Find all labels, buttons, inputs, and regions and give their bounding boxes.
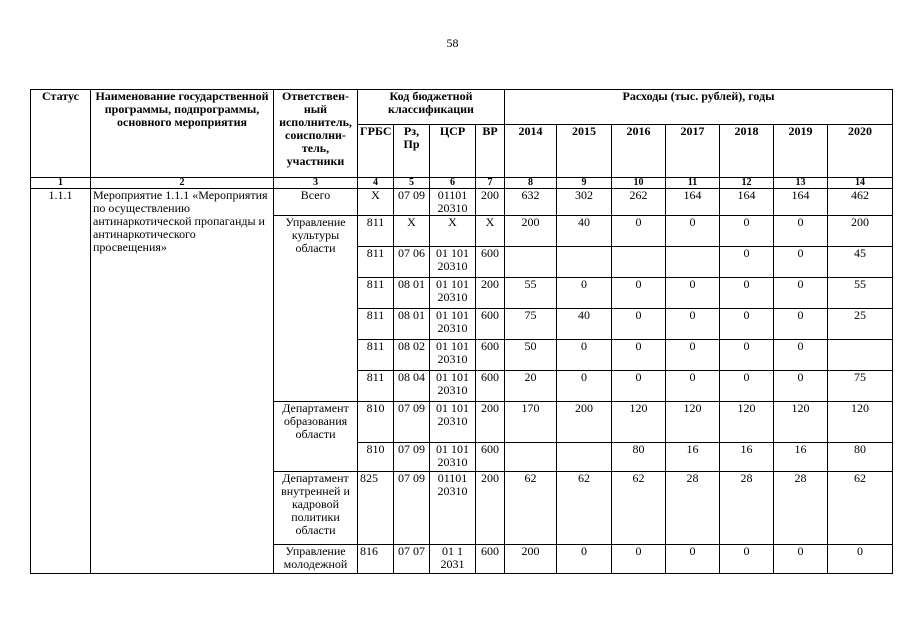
cell-csr: 01 101 20310	[430, 278, 476, 309]
cell-year	[666, 247, 720, 278]
cell-year: 0	[774, 247, 828, 278]
cell-csr: 01 101 20310	[430, 247, 476, 278]
cell-year: 62	[505, 472, 557, 545]
cell-year: 164	[666, 189, 720, 216]
column-number: 11	[666, 178, 720, 189]
column-number: 2	[91, 178, 274, 189]
cell-year: 0	[557, 371, 612, 402]
cell-year: 75	[828, 371, 893, 402]
cell-year: 80	[828, 443, 893, 472]
cell-year: 0	[612, 278, 666, 309]
cell-vr: 200	[476, 472, 505, 545]
executor-education: Департамент образования области	[274, 402, 358, 472]
cell-grbs: X	[358, 189, 394, 216]
cell-grbs: 811	[358, 278, 394, 309]
cell-year: 0	[612, 309, 666, 340]
cell-year	[557, 443, 612, 472]
executor-total: Всего	[274, 189, 358, 216]
cell-grbs: 811	[358, 309, 394, 340]
executor-internal-policy: Департамент внутренней и кадровой политики области	[274, 472, 358, 545]
header-year: 2019	[774, 125, 828, 178]
table-row	[31, 189, 893, 216]
cell-year: 120	[720, 402, 774, 443]
cell-year: 0	[666, 371, 720, 402]
activity-name: Мероприятие 1.1.1 «Мероприятия по осуществлению антинаркотической пропаганды и антинаркотического просвещения»	[91, 189, 274, 574]
header-year: 2014	[505, 125, 557, 178]
cell-csr: 01 101 20310	[430, 402, 476, 443]
cell-year	[828, 340, 893, 371]
cell-rzpr: 07 07	[394, 545, 430, 574]
header-expenses: Расходы (тыс. рублей), годы	[505, 90, 893, 125]
cell-year: 0	[666, 545, 720, 574]
cell-year: 0	[828, 545, 893, 574]
cell-year: 0	[774, 309, 828, 340]
header-status: Статус	[31, 90, 91, 178]
cell-year: 0	[666, 278, 720, 309]
cell-rzpr: 07 09	[394, 443, 430, 472]
cell-year: 55	[828, 278, 893, 309]
column-number: 5	[394, 178, 430, 189]
cell-rzpr: 07 06	[394, 247, 430, 278]
cell-csr: 01101 20310	[430, 189, 476, 216]
cell-year: 0	[774, 278, 828, 309]
column-number: 8	[505, 178, 557, 189]
cell-year	[557, 247, 612, 278]
column-number: 1	[31, 178, 91, 189]
cell-vr: 200	[476, 402, 505, 443]
cell-rzpr: 07 09	[394, 472, 430, 545]
header-grbs: ГРБС	[358, 125, 394, 178]
column-number: 9	[557, 178, 612, 189]
header-year: 2016	[612, 125, 666, 178]
column-number: 14	[828, 178, 893, 189]
cell-vr: 600	[476, 443, 505, 472]
cell-year: 120	[774, 402, 828, 443]
header-budget-code: Код бюджетной классификации	[358, 90, 505, 125]
cell-year: 0	[720, 216, 774, 247]
cell-grbs: 825	[358, 472, 394, 545]
cell-year: 0	[557, 278, 612, 309]
header-year: 2018	[720, 125, 774, 178]
cell-year: 16	[720, 443, 774, 472]
page-number: 58	[446, 36, 459, 50]
cell-year: 0	[720, 545, 774, 574]
cell-year: 200	[828, 216, 893, 247]
cell-vr: 200	[476, 278, 505, 309]
header-rzpr: Рз, Пр	[394, 125, 430, 178]
column-number: 10	[612, 178, 666, 189]
cell-year: 0	[666, 216, 720, 247]
cell-year: 0	[612, 216, 666, 247]
cell-year: 170	[505, 402, 557, 443]
cell-year: 164	[774, 189, 828, 216]
cell-year	[505, 443, 557, 472]
header-year: 2017	[666, 125, 720, 178]
cell-year: 0	[720, 309, 774, 340]
cell-year: 0	[666, 309, 720, 340]
cell-year: 16	[666, 443, 720, 472]
cell-year: 0	[774, 216, 828, 247]
cell-year: 200	[505, 545, 557, 574]
cell-year: 0	[612, 371, 666, 402]
cell-year: 120	[828, 402, 893, 443]
cell-year: 62	[612, 472, 666, 545]
cell-grbs: 816	[358, 545, 394, 574]
cell-year: 462	[828, 189, 893, 216]
cell-csr: 01101 20310	[430, 472, 476, 545]
cell-year	[612, 247, 666, 278]
cell-vr: X	[476, 216, 505, 247]
cell-year: 40	[557, 309, 612, 340]
executor-youth: Управление молодежной	[274, 545, 358, 574]
cell-year: 0	[720, 278, 774, 309]
cell-year: 28	[666, 472, 720, 545]
cell-rzpr: 08 02	[394, 340, 430, 371]
header-name: Наименование государственной программы, подпрограммы, основного мероприятия	[91, 90, 274, 178]
cell-year: 50	[505, 340, 557, 371]
cell-year: 200	[505, 216, 557, 247]
cell-year: 120	[666, 402, 720, 443]
cell-year: 0	[612, 340, 666, 371]
column-number-row	[31, 178, 893, 189]
cell-year: 20	[505, 371, 557, 402]
cell-vr: 600	[476, 247, 505, 278]
cell-year: 25	[828, 309, 893, 340]
cell-year: 80	[612, 443, 666, 472]
cell-year: 0	[720, 340, 774, 371]
cell-year: 0	[774, 371, 828, 402]
column-number: 12	[720, 178, 774, 189]
cell-year: 302	[557, 189, 612, 216]
cell-year: 0	[557, 340, 612, 371]
cell-year: 164	[720, 189, 774, 216]
cell-year: 0	[774, 340, 828, 371]
cell-year: 0	[720, 247, 774, 278]
cell-year: 0	[557, 545, 612, 574]
budget-table	[30, 89, 893, 574]
cell-vr: 600	[476, 371, 505, 402]
column-number: 13	[774, 178, 828, 189]
cell-rzpr: 08 01	[394, 278, 430, 309]
cell-rzpr: 07 09	[394, 189, 430, 216]
cell-year: 28	[720, 472, 774, 545]
activity-status: 1.1.1	[31, 189, 91, 574]
cell-grbs: 811	[358, 340, 394, 371]
cell-year: 16	[774, 443, 828, 472]
cell-csr: X	[430, 216, 476, 247]
header-year: 2015	[557, 125, 612, 178]
header-csr: ЦСР	[430, 125, 476, 178]
cell-year: 45	[828, 247, 893, 278]
cell-grbs: 810	[358, 443, 394, 472]
cell-grbs: 810	[358, 402, 394, 443]
cell-year: 62	[828, 472, 893, 545]
cell-rzpr: 08 04	[394, 371, 430, 402]
cell-grbs: 811	[358, 371, 394, 402]
cell-vr: 600	[476, 545, 505, 574]
cell-vr: 200	[476, 189, 505, 216]
cell-csr: 01 101 20310	[430, 371, 476, 402]
cell-rzpr: 07 09	[394, 402, 430, 443]
cell-year: 632	[505, 189, 557, 216]
cell-rzpr: 08 01	[394, 309, 430, 340]
header-year: 2020	[828, 125, 893, 178]
cell-year: 262	[612, 189, 666, 216]
cell-year: 40	[557, 216, 612, 247]
cell-year: 75	[505, 309, 557, 340]
cell-year: 0	[774, 545, 828, 574]
cell-vr: 600	[476, 340, 505, 371]
cell-year: 55	[505, 278, 557, 309]
cell-csr: 01 101 20310	[430, 443, 476, 472]
cell-csr: 01 1 2031	[430, 545, 476, 574]
executor-culture: Управление культуры области	[274, 216, 358, 402]
column-number: 3	[274, 178, 358, 189]
header-vr: ВР	[476, 125, 505, 178]
cell-grbs: 811	[358, 247, 394, 278]
column-number: 6	[430, 178, 476, 189]
cell-year: 28	[774, 472, 828, 545]
cell-csr: 01 101 20310	[430, 340, 476, 371]
cell-year: 200	[557, 402, 612, 443]
cell-year: 0	[612, 545, 666, 574]
cell-year: 0	[666, 340, 720, 371]
cell-year	[505, 247, 557, 278]
cell-year: 62	[557, 472, 612, 545]
cell-year: 120	[612, 402, 666, 443]
header-responsible: Ответствен-ный исполнитель, соисполни-тель, участники	[274, 90, 358, 178]
cell-rzpr: X	[394, 216, 430, 247]
column-number: 7	[476, 178, 505, 189]
column-number: 4	[358, 178, 394, 189]
cell-grbs: 811	[358, 216, 394, 247]
cell-year: 0	[720, 371, 774, 402]
cell-vr: 600	[476, 309, 505, 340]
cell-csr: 01 101 20310	[430, 309, 476, 340]
